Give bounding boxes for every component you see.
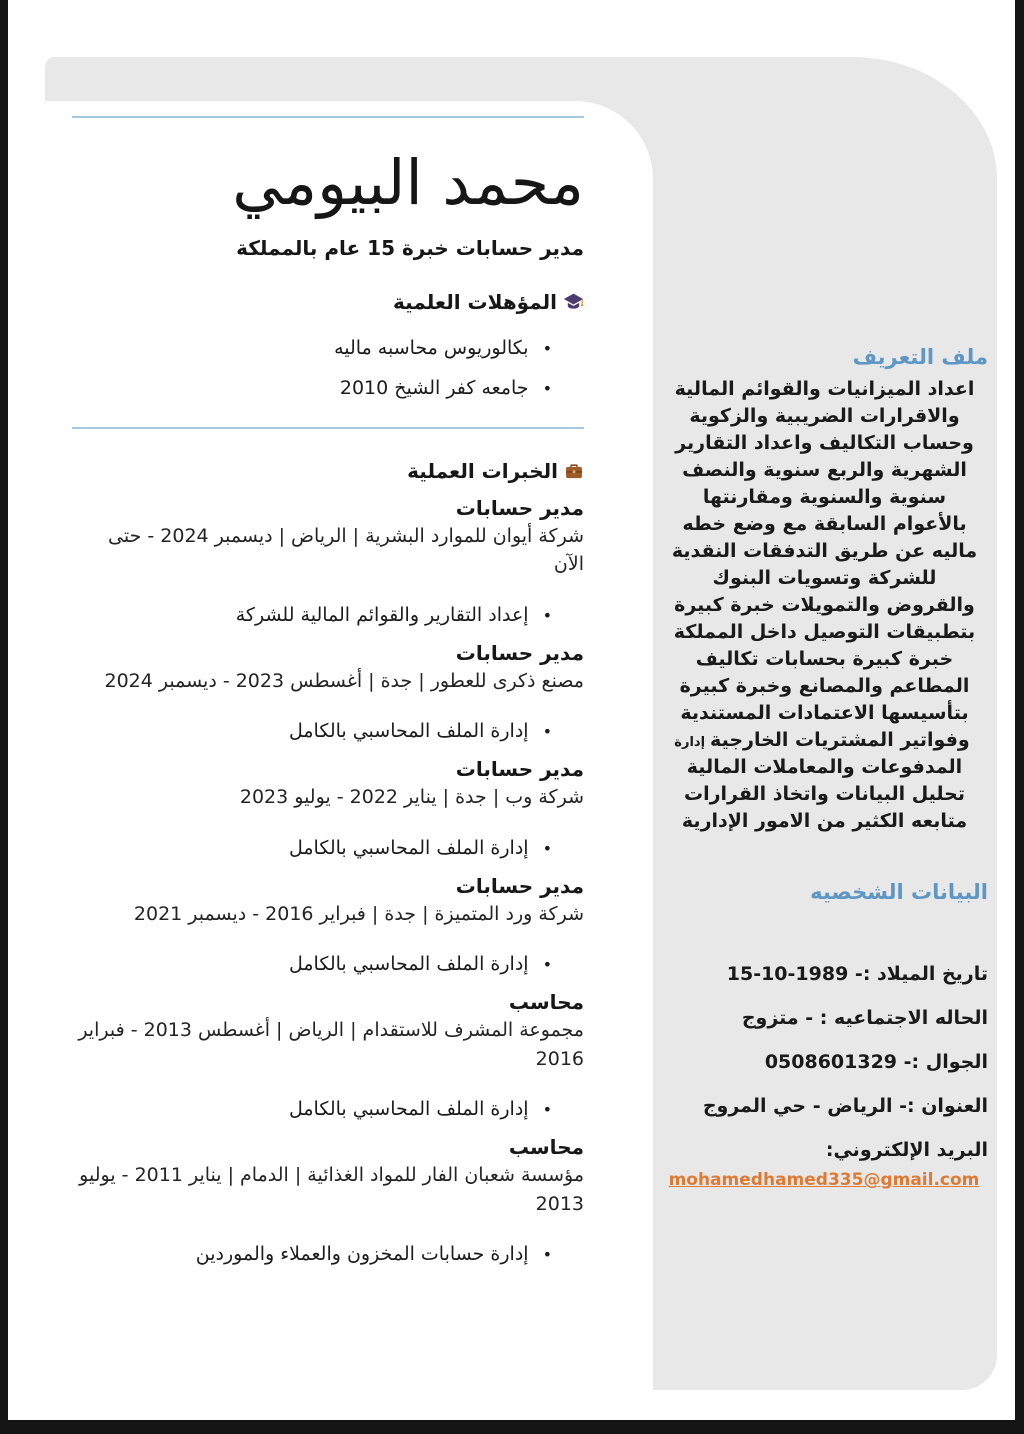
- briefcase-icon: [564, 461, 584, 481]
- job-company-line: شركة ورد المتميزة | جدة | فبراير 2016 - ديسمبر 2021: [133, 902, 584, 925]
- profile-line: [656, 377, 988, 404]
- education-item-text: جامعه كفر الشيخ 2010: [339, 376, 529, 399]
- bullet-dot: •: [542, 838, 552, 858]
- profile-line: [656, 728, 988, 755]
- profile-line: [656, 674, 988, 701]
- bullet-dot: •: [542, 955, 552, 974]
- job-title: محاسب: [508, 990, 584, 1014]
- job-bullet-text: إدارة الملف المحاسبي بالكامل: [288, 836, 529, 859]
- personal-detail-item: العنوان :- الرياض - حي المروج: [702, 1095, 988, 1117]
- profile-line-text: بالأعوام السابقة مع وضع خطه: [682, 513, 967, 535]
- education-section-heading: [72, 290, 584, 314]
- education-item: [72, 336, 552, 361]
- profile-line: [656, 701, 988, 728]
- profile-line-text: اعداد الميزانيات والقوائم المالية: [674, 378, 975, 400]
- profile-line: [656, 512, 988, 539]
- profile-line: [656, 485, 988, 512]
- personal-details: [656, 962, 988, 1190]
- profile-line: [656, 566, 988, 593]
- side-column: [656, 0, 988, 1190]
- education-heading-label: المؤهلات العلمية: [393, 289, 557, 314]
- divider-top: [72, 116, 584, 118]
- job-entry: [72, 756, 584, 861]
- divider-experience: [72, 427, 584, 429]
- profile-line: [656, 647, 988, 674]
- profile-line-text: المدفوعات والمعاملات المالية: [686, 756, 963, 778]
- profile-line-text: تحليل البيانات واتخاذ القرارات: [683, 783, 966, 805]
- profile-line: [656, 431, 988, 458]
- candidate-title: مدير حسابات خبرة 15 عام بالمملكة: [236, 235, 584, 260]
- profile-line-text: سنوية والسنوية ومقارنتها: [702, 486, 947, 508]
- education-list: [72, 336, 584, 401]
- job-bullet: [72, 719, 584, 744]
- job-entry: [72, 495, 584, 628]
- profile-line-text: بتأسيسها الاعتمادات المستندية: [680, 702, 969, 724]
- profile-section-heading: ملف التعريف: [852, 345, 988, 369]
- profile-line: [656, 755, 988, 782]
- graduation-cap-icon: [563, 291, 584, 312]
- bullet-dot: •: [542, 338, 552, 358]
- job-bullet-text: إدارة الملف المحاسبي بالكامل: [288, 953, 529, 975]
- profile-line-text: وفواتير المشتريات الخارجية: [710, 729, 970, 751]
- frame-right-edge: [1015, 0, 1024, 1434]
- profile-line-text: ماليه عن طريق التدفقات النقدية: [671, 540, 978, 562]
- job-bullet: [72, 1242, 584, 1267]
- job-company-line: مجموعة المشرف للاستقدام | الرياض | أغسطس 2013 - فبراير 2016: [78, 1019, 584, 1070]
- profile-line-text: متابعه الكثير من الامور الإدارية: [681, 810, 968, 832]
- profile-line: [656, 782, 988, 809]
- bullet-dot: •: [542, 722, 552, 741]
- profile-line-text: للشركة وتسويات البنوك: [712, 567, 937, 589]
- job-entry: [72, 989, 584, 1122]
- profile-summary: [656, 377, 988, 836]
- profile-line: [656, 620, 988, 647]
- profile-line-text: وحساب التكاليف واعداد التقارير: [675, 432, 974, 454]
- profile-line-text: خبرة كبيرة بحسابات تكاليف: [695, 648, 954, 670]
- job-title: مدير حسابات: [455, 757, 584, 781]
- job-bullet-text: إدارة الملف المحاسبي بالكامل: [288, 720, 529, 742]
- candidate-name: محمد البيومي: [232, 146, 584, 219]
- personal-section-heading: البيانات الشخصيه: [810, 880, 988, 904]
- bullet-dot: •: [542, 378, 552, 398]
- personal-detail-item: تاريخ الميلاد :- 1989-10-15: [726, 963, 988, 985]
- frame-bottom-edge: [0, 1420, 1024, 1434]
- profile-line: [656, 539, 988, 566]
- job-entry: [72, 640, 584, 745]
- job-bullet: [72, 603, 584, 628]
- bullet-dot: •: [542, 1100, 552, 1119]
- job-company-line: مؤسسة شعبان الفار للمواد الغذائية | الدمام | يناير 2011 - يوليو 2013: [79, 1164, 584, 1215]
- job-title: مدير حسابات: [455, 495, 584, 520]
- job-bullet: [72, 1097, 584, 1122]
- personal-detail-item: البريد الإلكتروني:: [825, 1139, 988, 1161]
- profile-line: [656, 593, 988, 620]
- profile-line-text: والقروض والتمويلات خبرة كبيرة: [674, 594, 975, 616]
- frame-left-edge: [0, 0, 8, 1434]
- profile-line-text: الشهرية والربع سنوية والنصف: [682, 459, 967, 481]
- bullet-dot: •: [542, 1245, 552, 1264]
- profile-line: [656, 404, 988, 431]
- profile-line: [656, 809, 988, 836]
- profile-line-text: والاقرارات الضريبية والزكوية: [689, 405, 960, 427]
- email-link[interactable]: mohamedhamed335@gmail.com: [668, 1170, 980, 1190]
- job-entry: [72, 1134, 584, 1267]
- job-entry: [72, 873, 584, 978]
- personal-detail-item: الحاله الاجتماعيه : - متزوج: [741, 1007, 988, 1029]
- experience-section-heading: [72, 459, 584, 483]
- experience-heading-label: الخبرات العملية: [407, 458, 558, 483]
- job-company-line: مصنع ذكرى للعطور | جدة | أغسطس 2023 - ديسمبر 2024: [104, 669, 584, 692]
- bullet-dot: •: [542, 605, 552, 625]
- profile-line: [656, 458, 988, 485]
- education-item: [72, 376, 552, 401]
- profile-line-text: المطاعم والمصانع وخبرة كبيرة: [679, 675, 970, 697]
- job-title: محاسب: [508, 1135, 584, 1159]
- job-bullet-text: إدارة حسابات المخزون والعملاء والموردين: [195, 1243, 529, 1265]
- personal-detail-item: الجوال :- 0508601329: [764, 1051, 988, 1073]
- job-title: مدير حسابات: [455, 873, 584, 898]
- job-bullet: [72, 836, 584, 861]
- job-bullet-text: إدارة الملف المحاسبي بالكامل: [288, 1098, 529, 1120]
- job-bullet-text: إعداد التقارير والقوائم المالية للشركة: [235, 603, 529, 626]
- profile-line-small-text: إدارة: [674, 735, 706, 750]
- job-company-line: شركة أيوان للموارد البشرية | الرياض | ديسمبر 2024 - حتى الآن: [108, 524, 584, 575]
- job-company-line: شركة وب | جدة | يناير 2022 - يوليو 2023: [239, 786, 584, 808]
- job-title: مدير حسابات: [455, 640, 584, 665]
- main-column: [72, 116, 584, 1267]
- profile-line-text: بتطبيقات التوصيل داخل المملكة: [673, 621, 976, 643]
- education-item-text: بكالوريوس محاسبه ماليه: [334, 336, 529, 359]
- job-bullet: [72, 952, 584, 977]
